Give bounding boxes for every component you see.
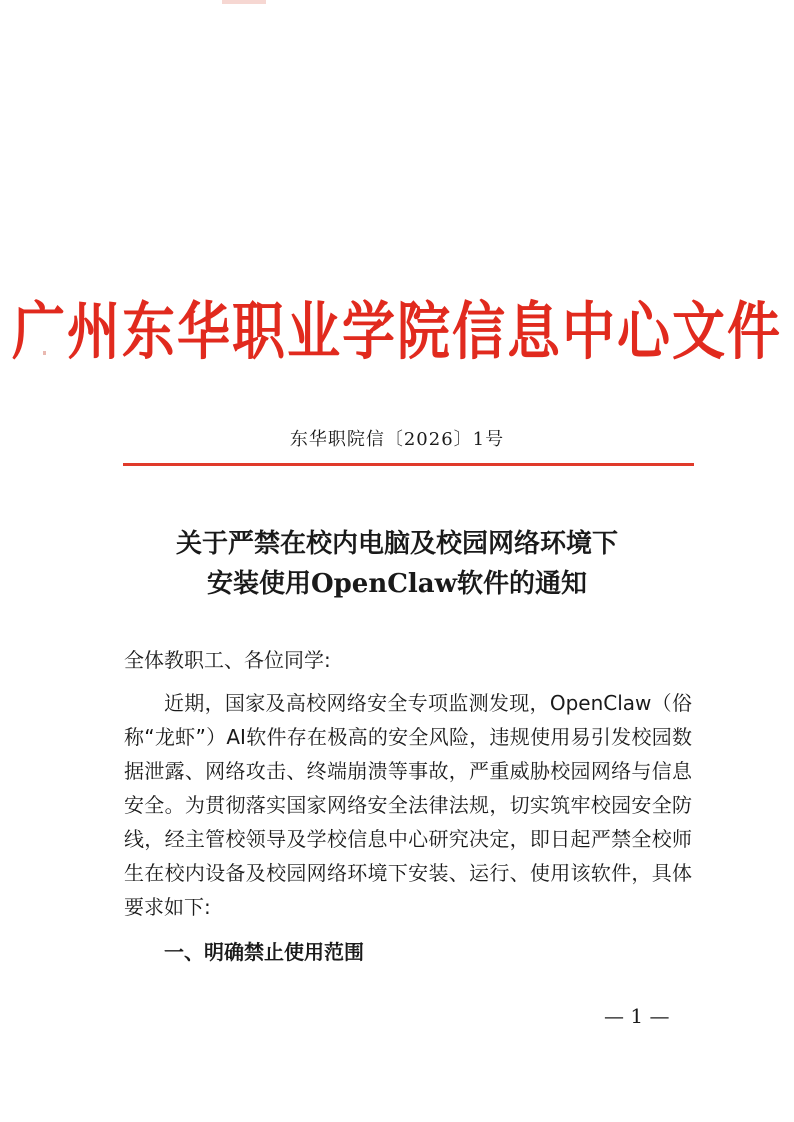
- notice-title-line-2: 安装使用OpenClaw软件的通知: [206, 569, 588, 599]
- masthead-divider: [123, 463, 694, 466]
- page-number: — 1 —: [604, 1004, 670, 1028]
- body-paragraph: 近期，国家及高校网络安全专项监测发现，OpenClaw（俗称“龙虾”）AI软件存在极高的安全风险，违规使用易引发校园数据泄露、网络攻击、终端崩溃等事故，严重威胁校园网络与信息安全。为贯彻落实国家网络安全法律法规，切实筑牢校园安全防线，经主管校领导及学校信息中心研究决定，即日起严禁全校师生在校内设备及校园网络环境下安装、运行、使用该软件，具体要求如下:: [124, 691, 692, 919]
- notice-title-line-1: 关于严禁在校内电脑及校园网络环境下: [175, 529, 618, 559]
- document-number: 东华职院信〔2026〕1号: [289, 429, 505, 450]
- notice-title: [0, 524, 794, 604]
- salutation: 全体教职工、各位同学:: [124, 648, 331, 672]
- document-masthead: 广州东华职业学院信息中心文件: [12, 294, 782, 369]
- scan-edge-mark: [222, 0, 266, 4]
- section-heading: 一、明确禁止使用范围: [164, 940, 364, 964]
